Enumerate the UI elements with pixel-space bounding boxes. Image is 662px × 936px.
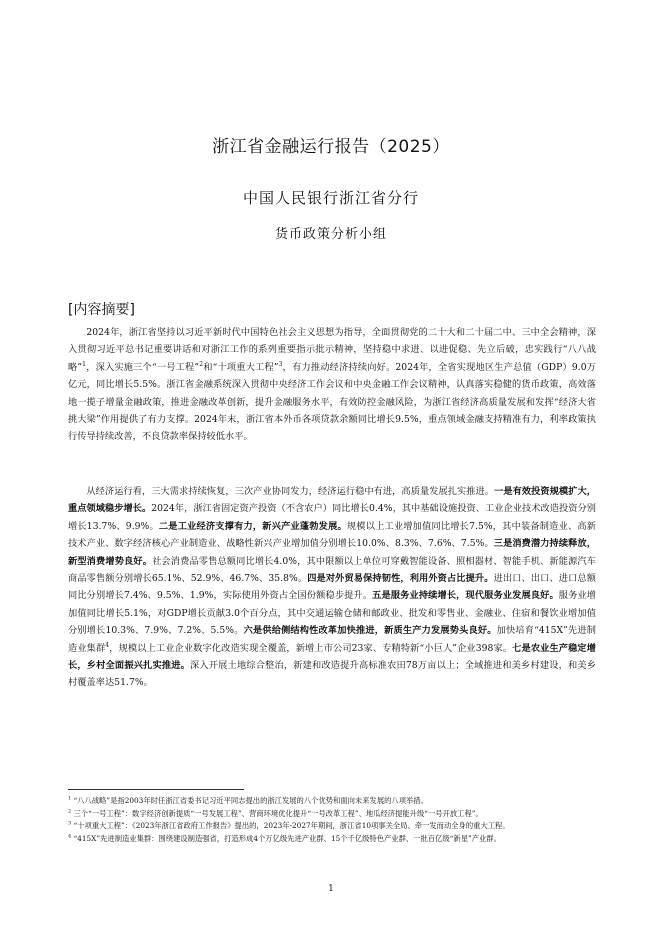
text-run: 加快培育“415X”先进制造业集群 [68, 625, 596, 654]
footnote-number: 1 [68, 795, 72, 802]
text-run: 规模以上工业增加值同比增长7.5%，其中装备制造业、高新技术产业、数字经济核心产业制造业、战略性新兴产业增加值分别增长10.0%、8.3%、7.6%、7.5%。 [68, 520, 597, 550]
footnote-number: 4 [68, 833, 72, 840]
text-run: 深入开展土地综合整治，新建和改造提升高标准农田78万亩以上；全域推进和美乡村建设，和美乡村覆盖率达51.7%。 [68, 660, 596, 689]
key-point-5: 五是服务业持续增长，现代服务业发展良好。 [372, 590, 559, 602]
key-point-6: 六是供给侧结构性改革加快推进，新质生产力发展势头良好。 [243, 625, 497, 637]
footnote-2 [68, 808, 596, 821]
key-point-7: 七是农业生产稳定增长，乡村全面振兴扎实推进。 [68, 642, 596, 672]
footnote-1 [68, 795, 596, 808]
footnote-ref: 2 [199, 360, 204, 368]
page-number: 1 [328, 884, 334, 894]
footnotes [68, 795, 596, 845]
summary-paragraph-2 [68, 483, 596, 692]
footnote-ref: 1 [82, 360, 87, 368]
key-point-2: 二是工业经济支撑有力，新兴产业蓬勃发展。 [158, 520, 347, 532]
author-organization: 中国人民银行浙江省分行 [242, 189, 419, 207]
footnote-4 [68, 833, 596, 846]
footnote-text: “415X”先进制造业集群：围绕建设制造强省，打造形成4个万亿级先进产业群、15个千亿级特色产业群、一批百亿级“新星”产业群。 [73, 833, 501, 843]
summary-paragraph-1 [68, 324, 596, 446]
key-point-4: 四是对外贸易保持韧性，利用外资占比提升。 [307, 573, 494, 585]
footnote-divider [68, 789, 244, 790]
text-run: 服务业增加值同比增长5.1%，对GDP增长贡献3.0个百分点，其中交通运输仓储和邮政业、批发和零售业、金融业、住宿和餐饮业增加值分别增长10.3%、7.9%、7.2%、5.5%。 [68, 590, 597, 637]
section-heading: [内容摘要] [68, 302, 135, 318]
text-run: 进出口、出口、进口总额同比分别增长7.4%、9.5%、1.9%，实际使用外资占全国份额稳步提升。 [68, 573, 596, 602]
report-title: 浙江省金融运行报告（2025） [212, 137, 450, 157]
footnote-text: “八八战略”是指2003年时任浙江省委书记习近平同志提出的浙江发展的八个优势和面向未来发展的八项举措。 [73, 796, 428, 805]
footnote-number: 3 [68, 820, 72, 827]
footnote-text: 三个“一号工程”：数字经济创新提质“一号发展工程”、营商环境优化提升“一号改革工程”、地瓜经济提能升级“一号开放工程”。 [73, 808, 483, 818]
text-run: 2024年，浙江省坚持以习近平新时代中国特色社会主义思想为指导，全面贯彻党的二十大和二十届二中、三中全会精神，深入贯彻习近平总书记重要讲话和对浙江工作的系列重要指示批示精神，坚持稳中求进、以进促稳、先立后破，忠实践行“八八战略” [68, 327, 596, 373]
footnote-number: 2 [68, 808, 72, 815]
author-team: 货币政策分析小组 [274, 227, 387, 242]
text-run: ，深入实施三个“一号工程” [86, 361, 200, 373]
footnote-ref: 4 [105, 641, 110, 649]
text-run: 和“十项重大工程” [203, 361, 279, 373]
footnote-text: “十项重大工程”：《2023年浙江省政府工作报告》提出的，2023年-2027年期间，浙江省10项事关全局、牵一发而动全身的重大工程。 [73, 821, 510, 830]
footnote-3 [68, 820, 596, 833]
text-run: 社会消费品零售总额同比增长4.0%，其中限额以上单位可穿戴智能设备、照相器材、智能手机、新能源汽车商品零售额分别增长65.1%、52.9%、46.7%、35.8%。 [68, 555, 596, 585]
key-point-1: 一是有效投资规模扩大，重点领域稳步增长。 [68, 486, 596, 515]
key-point-3: 三是消费潜力持续释放，新型消费增势良好。 [68, 538, 596, 567]
text-run: 2024年，浙江省固定资产投资（不含农户）同比增长0.4%，其中基础设施投资、工业企业技术改造投资分别增长13.7%、9.9%。 [68, 503, 596, 532]
text-run: ，规模以上工业企业数字化改造实现全覆盖，新增上市公司23家、专精特新“小巨人”企业398家。 [109, 642, 513, 654]
footnote-ref: 3 [278, 360, 283, 368]
text-run: ，有力推动经济持续向好。2024年，全省实现地区生产总值（GDP）9.0万亿元，同比增长5.5%。浙江省金融系统深入贯彻中央经济工作会议和中央金融工作会议精神，认真落实稳健的货币政策，高效落地一揽子增量金融政策，推进金融改革创新，提升金融服务水平，有效防控金融风险，为浙江省经济高质量发展和发挥“经济大省挑大梁”作用提供了有力支撑。2024年末，浙江省本外币各项贷款余额同比增长9.5%，重点领域金融支持精准有力，利率政策执行传导持续改善，不良贷款率保持较低水平。 [68, 361, 597, 443]
text-run: 从经济运行看，三大需求持续恢复，三次产业协同发力，经济运行稳中有进，高质量发展扎实推进。 [86, 486, 495, 497]
